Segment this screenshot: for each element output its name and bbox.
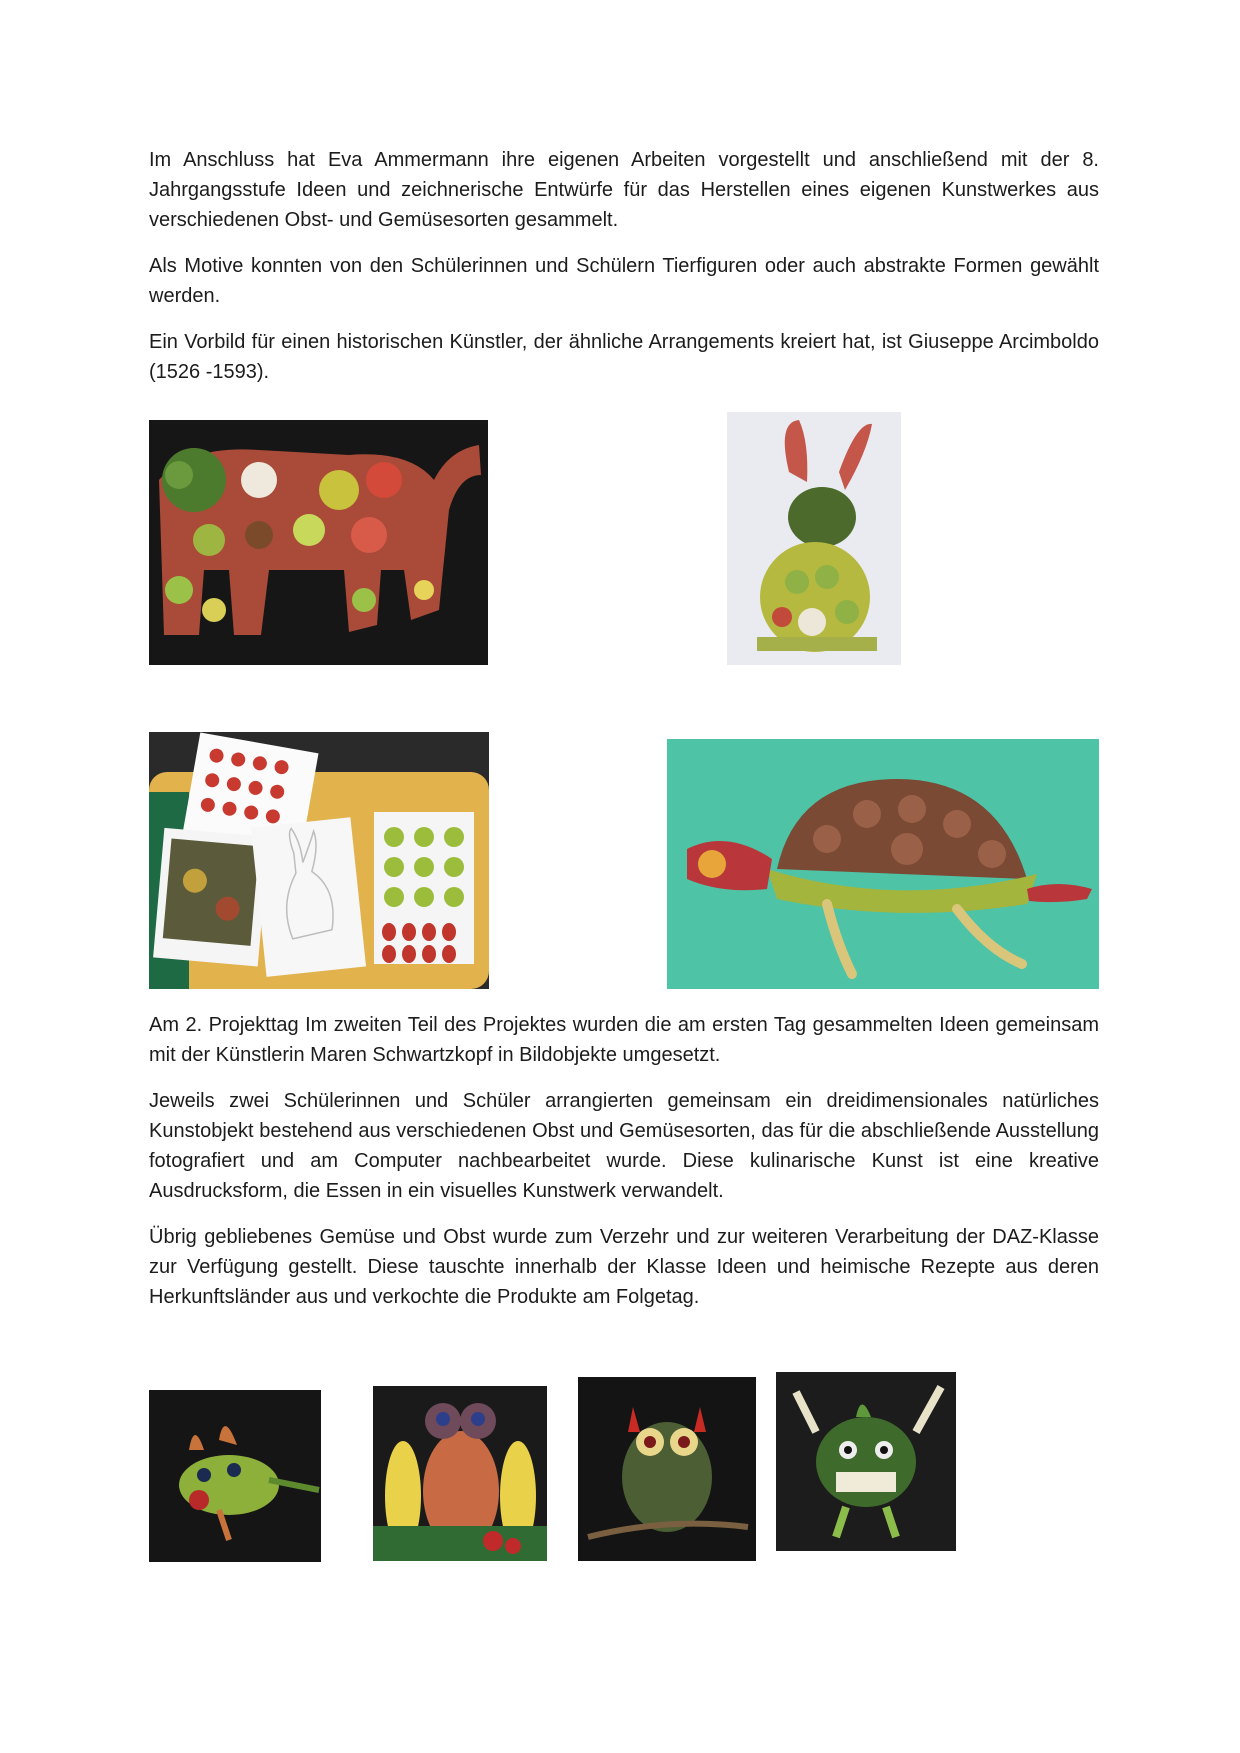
paragraph-leftovers: Übrig gebliebenes Gemüse und Obst wurde zum Verzehr und zur weiteren Verarbeitung der DAZ-Klasse zur Verfügung gestellt. Diese tauschte innerhalb der Klasse Ideen und heimische Rezepte aus deren Herkunftsländer aus und verkochte die Produkte am Folgetag. [149, 1226, 1099, 1308]
sweet-potato-monkey-photo [373, 1386, 547, 1561]
sketches-on-table-photo [149, 732, 489, 989]
intro-section [149, 145, 1099, 387]
paragraph-intro: Im Anschluss hat Eva Ammermann ihre eigenen Arbeiten vorgestellt und anschließend mit der 8. Jahrgangsstufe Ideen und zeichnerische Entwürfe für das Herstellen eines eigenen Kunstwerkes aus verschiedenen Obst- und Gemüsesorten gesammelt. [149, 149, 1099, 231]
turtle-collage-photo [667, 739, 1099, 989]
paragraph-arcimboldo: Ein Vorbild für einen historischen Künstler, der ähnliche Arrangements kreiert hat, ist Giuseppe Arcimboldo (1526 -1593). [149, 331, 1099, 383]
rabbit-collage-photo [727, 412, 901, 665]
owl-sculpture-photo [578, 1377, 756, 1561]
green-monster-photo [776, 1372, 956, 1551]
second-day-section [149, 1010, 1099, 1312]
paragraph-motives: Als Motive konnten von den Schülerinnen und Schülern Tierfiguren oder auch abstrakte Formen gewählt werden. [149, 255, 1099, 307]
paragraph-culinary-art: Jeweils zwei Schülerinnen und Schüler arrangierten gemeinsam ein dreidimensionales natürliches Kunstobjekt bestehend aus verschiedenen Obst und Gemüsesorten, das für die abschließende Ausstellung fotografiert und am Computer nachbearbeitet wurde. Diese kulinarische Kunst ist eine kreative Ausdrucksform, die Essen in ein visuelles Kunstwerk verwandelt. [149, 1090, 1099, 1202]
paragraph-second-day: Am 2. Projekttag Im zweiten Teil des Projektes wurden die am ersten Tag gesammelten Ideen gemeinsam mit der Künstlerin Maren Schwartzkopf in Bildobjekte umgesetzt. [149, 1014, 1099, 1066]
elephant-collage-photo [149, 420, 488, 665]
vegetable-creature-photo [149, 1390, 321, 1562]
